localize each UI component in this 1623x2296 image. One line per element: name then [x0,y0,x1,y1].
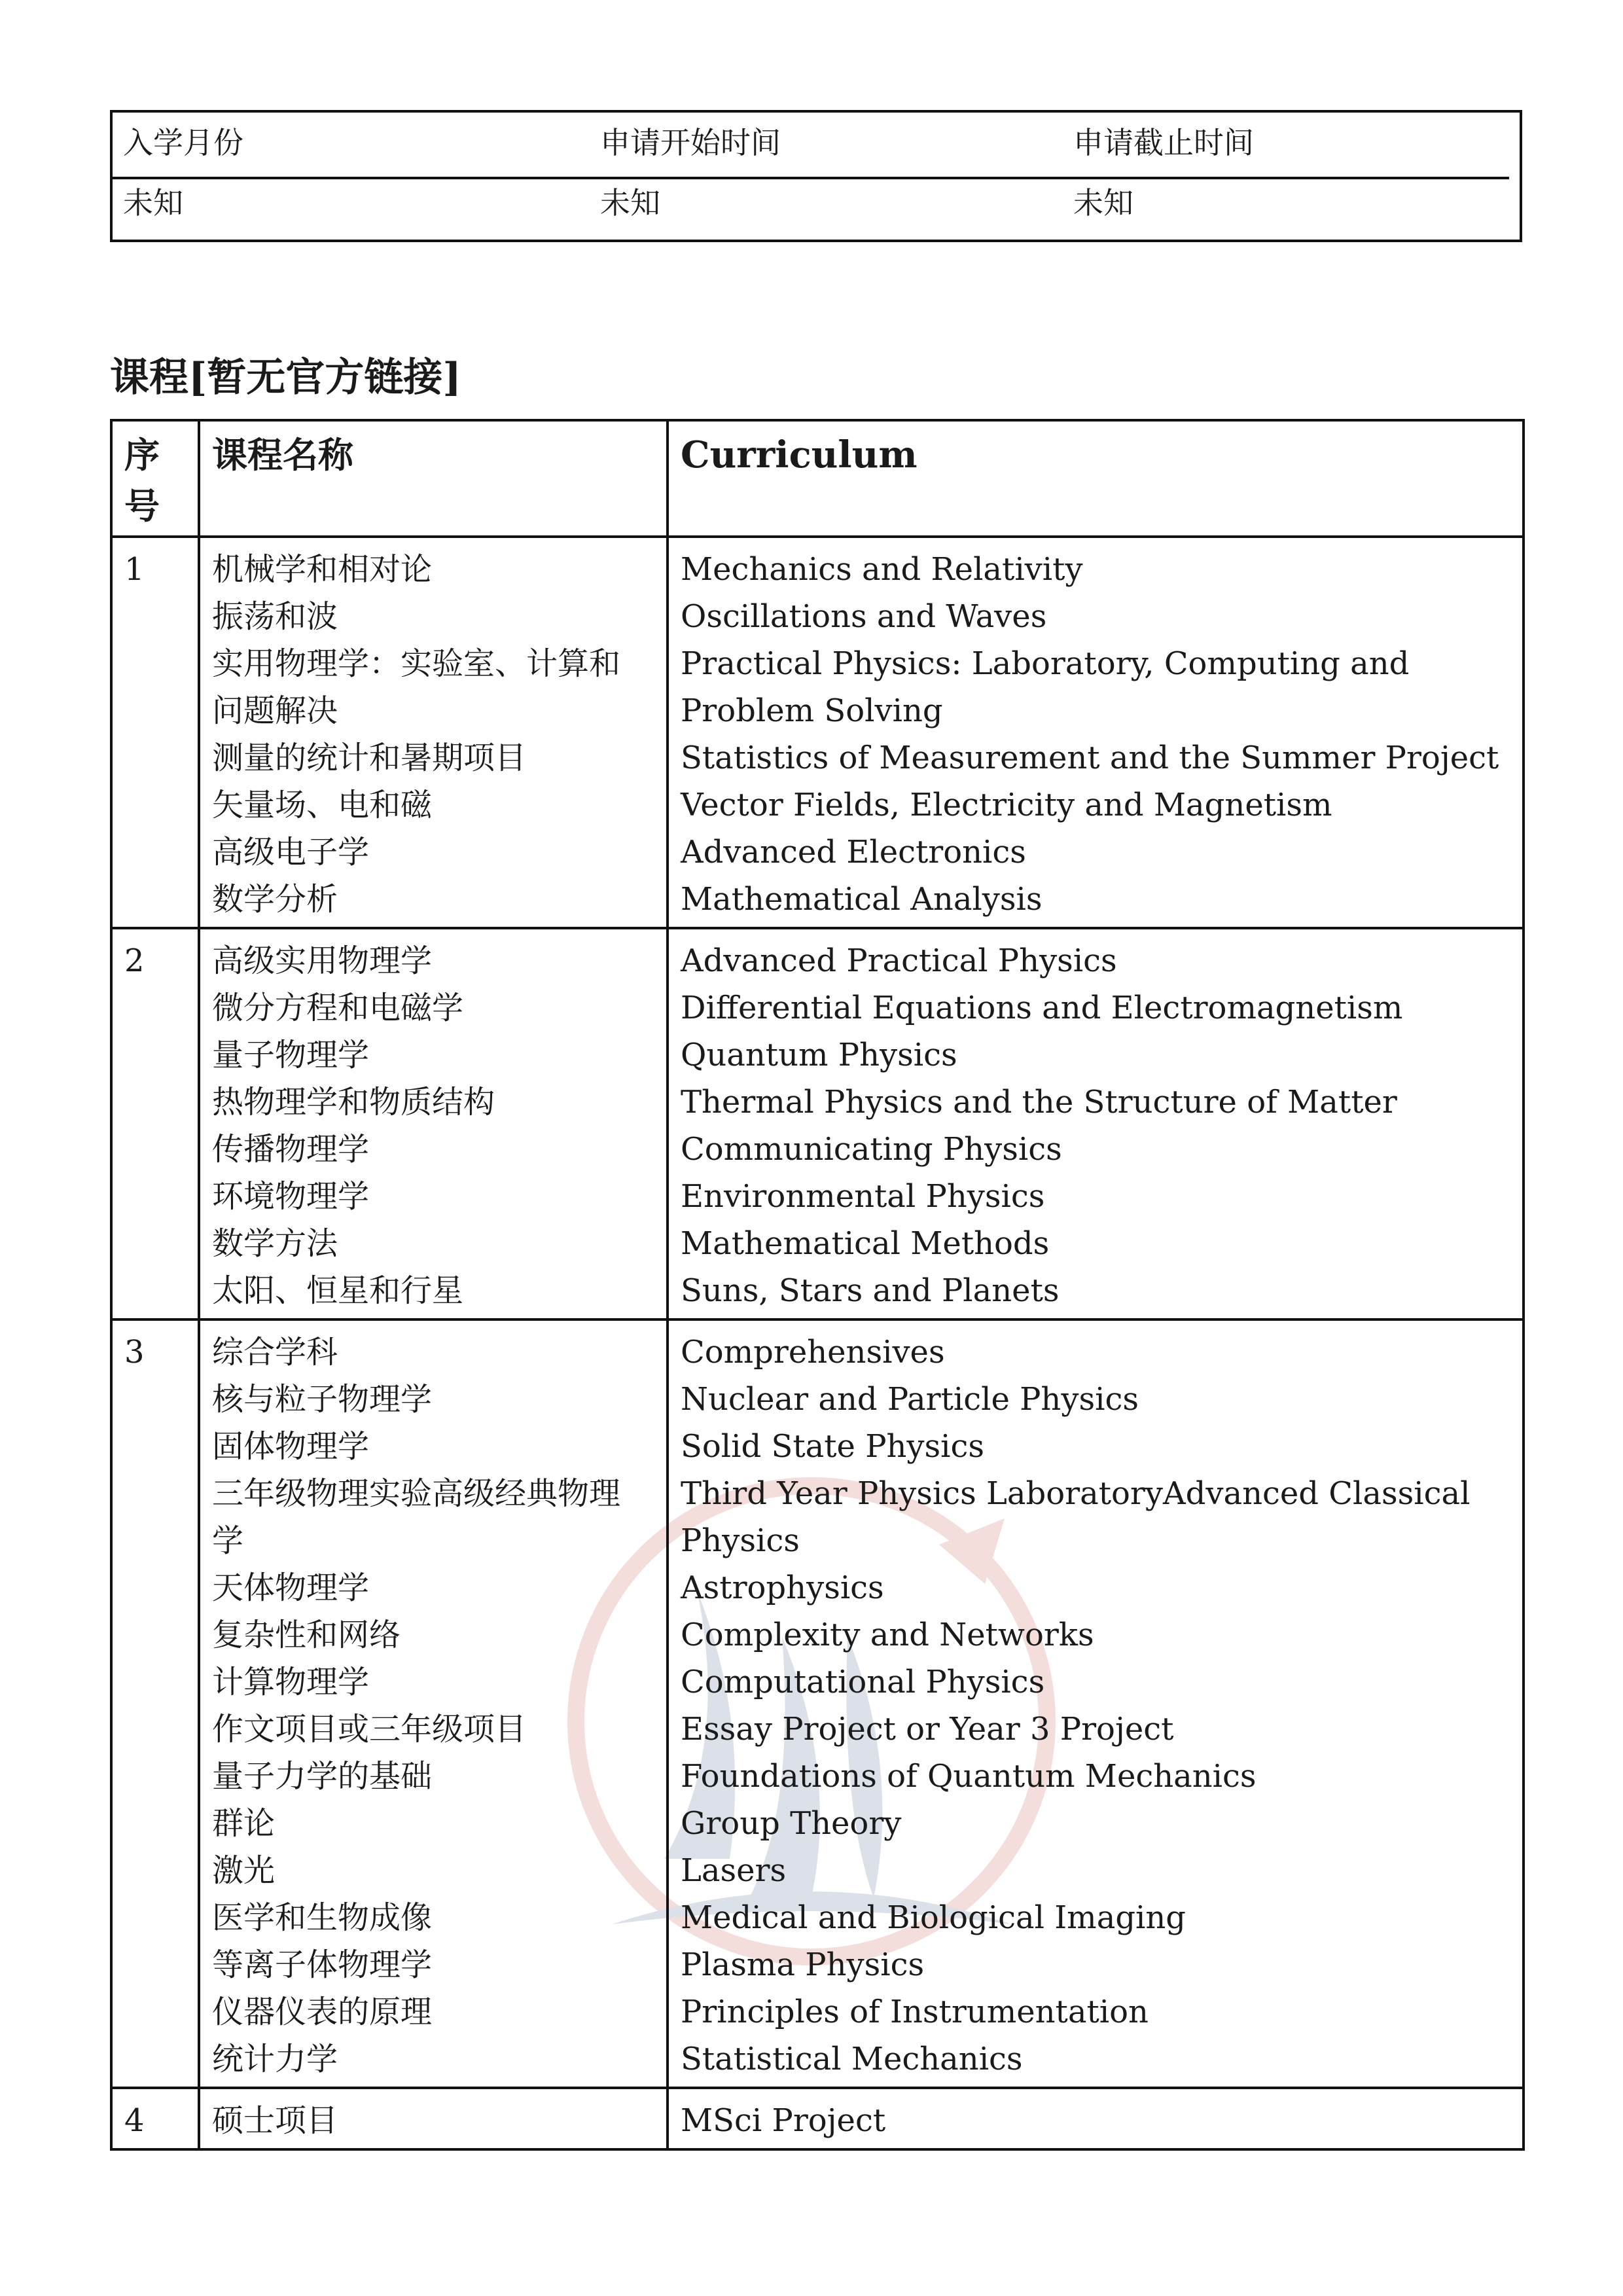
course-name-en: Third Year Physics LaboratoryAdvanced Classical [681,1475,1471,1512]
header-number: 序号 [111,420,199,537]
course-name-cn: 太阳、恒星和行星 [212,1272,464,1309]
course-name-en: Thermal Physics and the Structure of Matter [681,1084,1397,1121]
course-names-en [668,537,1524,928]
course-name-en: Essay Project or Year 3 Project [681,1711,1174,1748]
intake-value-start: 未知 [600,185,660,221]
course-name-en: Medical and Biological Imaging [681,1899,1186,1936]
course-name-en: Plasma Physics [681,1946,925,1983]
course-name-cn: 固体物理学 [212,1428,370,1465]
course-name-cn: 环境物理学 [212,1178,370,1215]
curriculum-header-row [111,420,1524,537]
intake-header-start: 申请开始时间 [600,125,781,160]
course-names-cn [199,1319,668,2088]
course-name-en: Foundations of Quantum Mechanics [681,1758,1257,1795]
curriculum-group-row [111,2088,1524,2149]
intake-header-month: 入学月份 [123,125,243,160]
course-name-cn: 高级实用物理学 [212,942,433,979]
course-name-cn: 作文项目或三年级项目 [212,1711,527,1748]
group-number: 2 [111,928,199,1319]
course-names-en [668,2088,1524,2149]
curriculum-group-row [111,928,1524,1319]
course-name-en: Mathematical Methods [681,1225,1050,1262]
course-name-cn: 核与粒子物理学 [212,1381,433,1418]
course-name-en: Lasers [681,1852,787,1889]
course-name-en: Mechanics and Relativity [681,551,1083,588]
course-names-en [668,1319,1524,2088]
course-name-en: MSci Project [681,2102,886,2139]
course-name-en: Communicating Physics [681,1131,1062,1168]
course-name-cn: 硕士项目 [212,2102,338,2139]
course-name-en: Comprehensives [681,1334,945,1371]
course-name-en: Complexity and Networks [681,1617,1094,1653]
intake-divider [113,177,1509,179]
intake-value-month: 未知 [123,185,183,221]
course-name-en: Environmental Physics [681,1178,1045,1215]
intake-value-deadline: 未知 [1073,185,1133,221]
course-name-en: Advanced Practical Physics [681,942,1117,979]
course-name-cn: 测量的统计和暑期项目 [212,740,527,776]
course-name-cn: 振荡和波 [212,598,338,635]
group-number: 3 [111,1319,199,2088]
course-name-cn: 高级电子学 [212,834,370,870]
course-name-en: Physics [681,1522,800,1559]
course-name-cn: 问题解决 [212,692,338,729]
intake-header-deadline: 申请截止时间 [1073,125,1254,160]
course-name-cn: 热物理学和物质结构 [212,1084,495,1121]
course-name-cn: 医学和生物成像 [212,1899,433,1936]
course-name-cn: 数学分析 [212,881,338,918]
course-name-cn: 量子力学的基础 [212,1758,433,1795]
course-name-cn: 矢量场、电和磁 [212,787,433,823]
course-name-cn: 量子物理学 [212,1037,370,1073]
course-names-cn [199,537,668,928]
course-name-en: Statistical Mechanics [681,2041,1023,2077]
course-names-cn [199,928,668,1319]
course-name-en: Quantum Physics [681,1037,957,1073]
course-name-en: Vector Fields, Electricity and Magnetism [681,787,1332,823]
section-title: 课程[暂无官方链接] [110,355,461,401]
course-name-cn: 三年级物理实验高级经典物理 [212,1475,621,1512]
course-name-en: Advanced Electronics [681,834,1026,870]
course-name-cn: 数学方法 [212,1225,338,1262]
course-name-en: Problem Solving [681,692,943,729]
course-name-en: Differential Equations and Electromagnetism [681,990,1403,1026]
curriculum-group-row [111,1319,1524,2088]
course-name-en: Astrophysics [681,1570,884,1606]
course-name-cn: 统计力学 [212,2041,338,2077]
course-name-en: Nuclear and Particle Physics [681,1381,1139,1418]
course-names-cn [199,2088,668,2149]
header-curriculum: Curriculum [668,420,1524,537]
course-name-en: Suns, Stars and Planets [681,1272,1060,1309]
course-name-en: Computational Physics [681,1664,1045,1700]
course-name-cn: 仪器仪表的原理 [212,1994,433,2030]
course-name-en: Mathematical Analysis [681,881,1043,918]
course-name-en: Oscillations and Waves [681,598,1047,635]
course-name-cn: 学 [212,1522,244,1559]
course-name-cn: 天体物理学 [212,1570,370,1606]
course-name-en: Practical Physics: Laboratory, Computing and [681,645,1410,682]
course-names-en [668,928,1524,1319]
course-name-cn: 微分方程和电磁学 [212,990,464,1026]
course-name-cn: 复杂性和网络 [212,1617,401,1653]
header-course-name: 课程名称 [199,420,668,537]
curriculum-body [111,537,1524,2149]
course-name-en: Statistics of Measurement and the Summer Project [681,740,1499,776]
course-name-cn: 综合学科 [212,1334,338,1371]
course-name-cn: 激光 [212,1852,276,1889]
curriculum-table [110,419,1525,2151]
group-number: 1 [111,537,199,928]
course-name-cn: 计算物理学 [212,1664,370,1700]
course-name-cn: 实用物理学：实验室、计算和 [212,645,621,682]
course-name-cn: 群论 [212,1805,276,1842]
course-name-en: Solid State Physics [681,1428,985,1465]
course-name-en: Group Theory [681,1805,902,1842]
course-name-cn: 传播物理学 [212,1131,370,1168]
course-name-en: Principles of Instrumentation [681,1994,1149,2030]
course-name-cn: 等离子体物理学 [212,1946,433,1983]
group-number: 4 [111,2088,199,2149]
course-name-cn: 机械学和相对论 [212,551,433,588]
curriculum-group-row [111,537,1524,928]
intake-table [110,110,1522,242]
